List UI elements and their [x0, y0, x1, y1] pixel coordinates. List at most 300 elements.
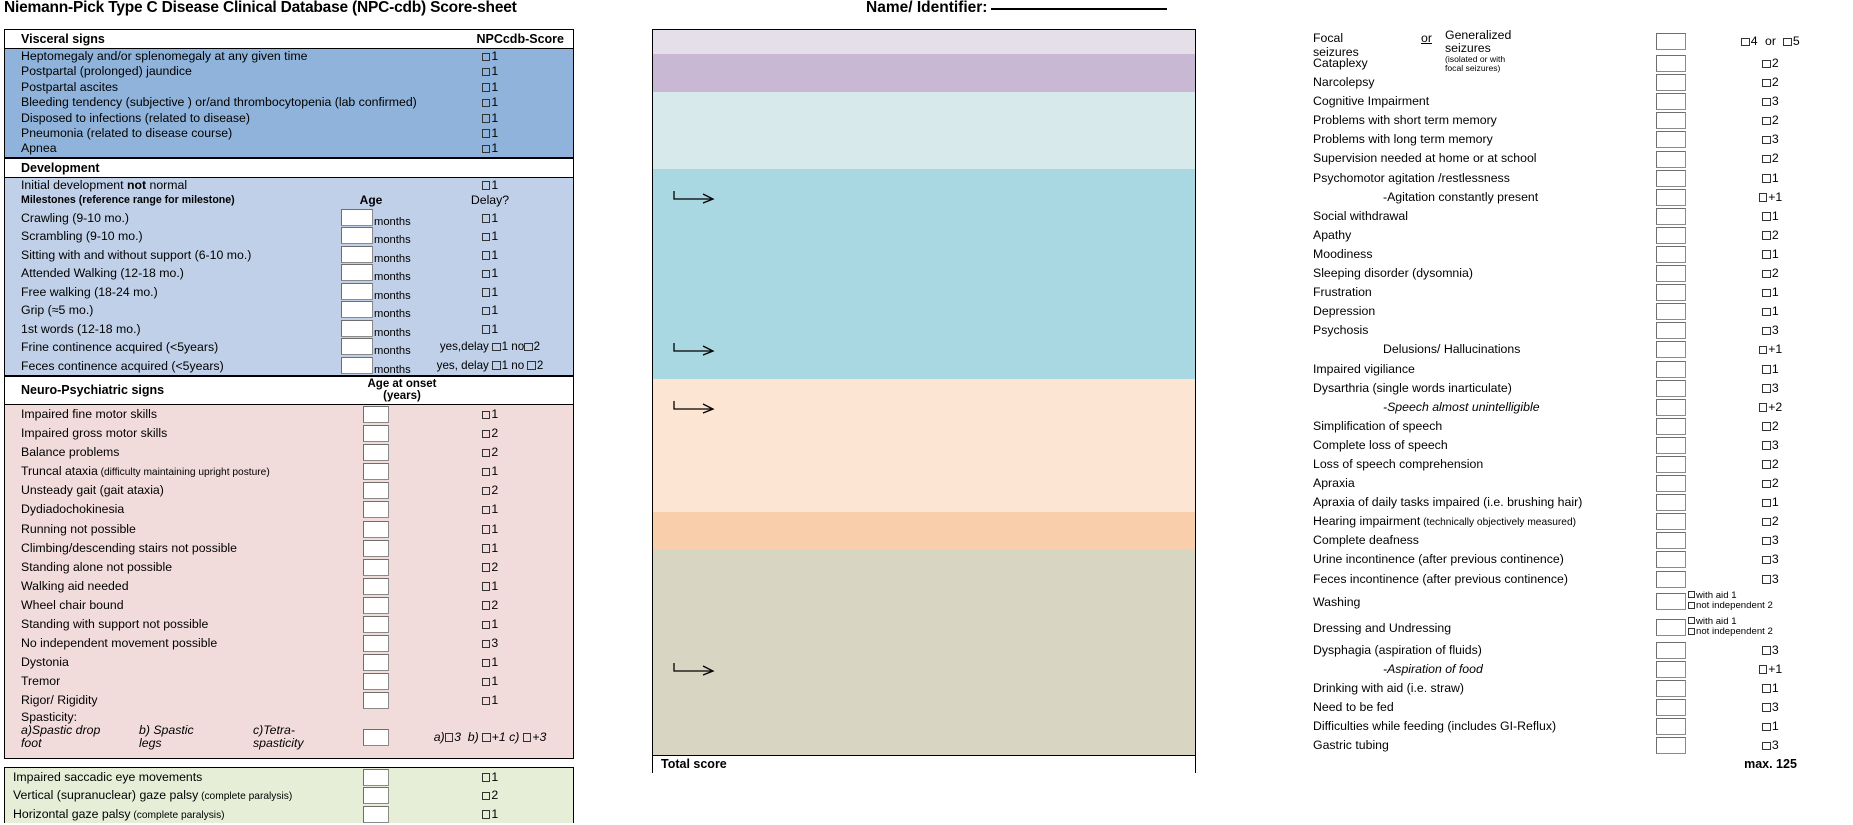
checkbox-icon[interactable] — [1759, 665, 1768, 674]
row-score: with aid 1 not independent 2 — [1688, 591, 1853, 612]
onset-age-input[interactable] — [363, 806, 389, 823]
visceral-header-label: Visceral signs — [21, 32, 105, 46]
row-label: Narcolepsy — [1313, 75, 1375, 90]
checkbox-icon[interactable] — [482, 53, 491, 62]
onset-age-input[interactable] — [363, 482, 389, 499]
onset-age-input[interactable] — [363, 540, 389, 557]
milestones-label: Milestones (reference range for milestone) — [21, 194, 235, 207]
row-label: Cataplexy — [1313, 56, 1368, 70]
section-daily-living — [653, 550, 1783, 755]
table-row — [5, 786, 573, 805]
onset-age-input[interactable] — [1656, 399, 1686, 416]
eye-rows — [5, 768, 573, 824]
checkbox-icon[interactable] — [482, 214, 491, 223]
row-score: 1 — [1688, 207, 1853, 226]
onset-age-input[interactable] — [1656, 680, 1686, 697]
unit-label: months — [374, 252, 411, 265]
checkbox-icon[interactable] — [482, 307, 491, 316]
checkbox-icon[interactable] — [1762, 117, 1771, 126]
onset-age-input[interactable] — [1656, 380, 1686, 397]
onset-age-input[interactable] — [1656, 619, 1686, 636]
row-label: Psychomotor agitation /restlessness — [1313, 170, 1510, 185]
onset-age-input[interactable] — [1656, 494, 1686, 511]
checkbox-icon[interactable] — [1762, 646, 1771, 655]
table-row — [5, 768, 573, 787]
row-label: Walking aid needed — [21, 578, 129, 593]
checkbox-icon[interactable] — [1688, 628, 1695, 635]
onset-age-input[interactable] — [1656, 55, 1686, 72]
continence-age-input[interactable] — [341, 357, 373, 374]
row-score: +2 — [1688, 398, 1853, 417]
row-label: Balance problems — [21, 445, 120, 460]
row-label: Grip (≈5 mo.) — [21, 303, 94, 318]
milestone-age-input[interactable] — [341, 246, 373, 263]
row-score: 1 — [405, 80, 575, 95]
row-score: 2 — [1688, 264, 1853, 283]
checkbox-icon[interactable] — [482, 487, 491, 496]
checkbox-icon[interactable] — [482, 251, 491, 260]
checkbox-icon[interactable] — [1762, 684, 1771, 693]
checkbox-icon[interactable] — [1762, 518, 1771, 527]
row-label: Simplification of speech — [1313, 418, 1443, 433]
table-row — [653, 455, 1779, 474]
checkbox-icon[interactable] — [1762, 384, 1771, 393]
checkbox-icon[interactable] — [482, 430, 491, 439]
spasticity-title-row — [5, 711, 573, 724]
table-row — [5, 596, 573, 615]
checkbox-icon[interactable] — [482, 288, 491, 297]
unit-label: months — [374, 363, 411, 376]
table-row — [5, 462, 573, 481]
onset-age-input[interactable] — [1656, 303, 1686, 320]
checkbox-icon[interactable] — [1762, 136, 1771, 145]
row-label: Truncal ataxia (difficulty maintaining upright posture) — [21, 464, 270, 479]
row-score: 2 — [1688, 417, 1853, 436]
row-label: Vertical (supranuclear) gaze palsy (complete paralysis) — [13, 788, 293, 803]
onset-age-input[interactable] — [1656, 593, 1686, 610]
onset-age-input[interactable] — [363, 616, 389, 633]
onset-age-input[interactable] — [1656, 551, 1686, 568]
onset-age-input[interactable] — [1656, 661, 1686, 678]
onset-age-input[interactable] — [1656, 341, 1686, 358]
table-row — [5, 264, 573, 283]
row-label: Drinking with aid (i.e. straw) — [1313, 680, 1465, 695]
row-label: Apraxia of daily tasks impaired (i.e. brushing hair) — [1313, 495, 1583, 510]
checkbox-icon[interactable] — [482, 659, 491, 668]
row-label: Dydiadochokinesia — [21, 502, 125, 517]
checkbox-icon[interactable] — [1783, 38, 1792, 47]
row-label: Apraxia — [1313, 476, 1355, 491]
row-score: 3 — [1688, 379, 1853, 398]
table-row — [5, 558, 573, 577]
row-label: Supervision needed at home or at school — [1313, 151, 1537, 166]
row-score: yes, delay 1 no 2 — [436, 358, 544, 372]
checkbox-icon[interactable] — [482, 621, 491, 630]
onset-age-input[interactable] — [1656, 718, 1686, 735]
row-score: 3 — [405, 634, 575, 653]
checkbox-icon[interactable] — [482, 810, 491, 819]
checkbox-icon[interactable] — [482, 773, 491, 782]
section-speech — [653, 379, 1783, 513]
row-label: Bleeding tendency (subjective ) or/and thrombocytopenia (lab confirmed) — [21, 95, 417, 110]
row-label: Wheel chair bound — [21, 597, 124, 612]
table-row — [653, 550, 1779, 569]
delay-header: Delay? — [470, 193, 510, 208]
onset-age-input[interactable] — [1656, 513, 1686, 530]
onset-age-input[interactable] — [363, 578, 389, 595]
onset-age-input[interactable] — [1656, 737, 1686, 754]
row-score: 2 — [1688, 149, 1853, 168]
row-label: Dystonia — [21, 655, 69, 670]
checkbox-icon[interactable] — [1762, 460, 1771, 469]
checkbox-icon[interactable] — [1762, 480, 1771, 489]
row-label: Cognitive Impairment — [1313, 94, 1430, 109]
checkbox-icon[interactable] — [1759, 193, 1768, 202]
onset-age-input[interactable] — [363, 406, 389, 423]
table-row — [653, 92, 1779, 111]
development-header-label: Development — [21, 160, 100, 175]
row-score: 2 — [1688, 474, 1853, 493]
checkbox-icon[interactable] — [482, 678, 491, 687]
checkbox-icon[interactable] — [482, 544, 491, 553]
row-label: Complete loss of speech — [1313, 437, 1448, 452]
table-row — [653, 417, 1779, 436]
age-header: Age — [359, 193, 383, 208]
table-row — [5, 283, 573, 302]
checkbox-icon[interactable] — [482, 83, 491, 92]
row-score: 1 — [405, 615, 575, 634]
checkbox-icon[interactable] — [1762, 289, 1771, 298]
onset-age-input[interactable] — [1656, 112, 1686, 129]
row-label: Dysarthria (single words inarticulate) — [1313, 380, 1512, 395]
row-label: Delusions/ Hallucinations — [1383, 342, 1521, 357]
spasticity-option-a: a)Spastic drop foot — [21, 722, 101, 751]
checkbox-icon[interactable] — [1759, 403, 1768, 412]
table-row — [653, 531, 1779, 550]
table-row — [653, 360, 1779, 379]
checkbox-icon[interactable] — [482, 582, 491, 591]
table-row — [653, 474, 1779, 493]
age-at-onset-header: Age at onset (years) — [367, 378, 437, 403]
table-row — [5, 80, 573, 95]
row-score: 1 — [1688, 283, 1853, 302]
checkbox-icon[interactable] — [482, 792, 491, 801]
row-label: Loss of speech comprehension — [1313, 456, 1484, 471]
checkbox-icon[interactable] — [1741, 38, 1750, 47]
table-row — [5, 178, 573, 193]
onset-age-input[interactable] — [1656, 189, 1686, 206]
checkbox-icon[interactable] — [482, 601, 491, 610]
onset-age-input[interactable] — [363, 597, 389, 614]
row-score: 3 — [1688, 531, 1853, 550]
onset-age-input[interactable] — [363, 559, 389, 576]
table-row — [5, 357, 573, 376]
row-label: Dysphagia (aspiration of fluids) — [1313, 642, 1482, 657]
checkbox-icon[interactable] — [482, 563, 491, 572]
checkbox-icon[interactable] — [1762, 98, 1771, 107]
unit-label: months — [374, 289, 411, 302]
table-row — [653, 379, 1779, 398]
onset-age-input[interactable] — [1656, 532, 1686, 549]
row-label: Sleeping disorder (dysomnia) — [1313, 266, 1473, 281]
onset-age-input[interactable] — [363, 692, 389, 709]
row-label: Moodiness — [1313, 246, 1373, 261]
row-score: 3 — [1688, 92, 1853, 111]
spasticity-age-input[interactable] — [363, 729, 389, 746]
checkbox-icon[interactable] — [1762, 703, 1771, 712]
checkbox-icon[interactable] — [482, 506, 491, 515]
table-row — [653, 302, 1779, 321]
checkbox-icon[interactable] — [482, 449, 491, 458]
unit-label: months — [374, 308, 411, 321]
table-row — [5, 95, 573, 110]
milestone-age-input[interactable] — [341, 283, 373, 300]
section-visceral-signs — [4, 29, 574, 158]
checkbox-icon[interactable] — [1688, 602, 1695, 609]
row-score: 2 — [405, 443, 575, 462]
row-score: 1 — [405, 227, 575, 246]
neuro-header-label: Neuro-Psychiatric signs — [21, 383, 165, 398]
row-score: 1 — [405, 126, 575, 141]
total-score-row — [653, 755, 1797, 773]
section-divider — [4, 759, 574, 767]
onset-age-input[interactable] — [1656, 151, 1686, 168]
onset-age-input[interactable] — [1656, 284, 1686, 301]
checkbox-icon[interactable] — [1762, 231, 1771, 240]
onset-age-input[interactable] — [1656, 93, 1686, 110]
milestone-age-input[interactable] — [341, 264, 373, 281]
row-label: Postpartal ascites — [21, 79, 119, 94]
table-row — [653, 130, 1779, 149]
name-identifier-input[interactable] — [991, 8, 1167, 10]
onset-age-input[interactable] — [363, 444, 389, 461]
checkbox-icon[interactable] — [1762, 723, 1771, 732]
checkbox-icon[interactable] — [482, 468, 491, 477]
right-table — [652, 28, 1800, 773]
checkbox-icon[interactable] — [1762, 365, 1771, 374]
checkbox-icon[interactable] — [1688, 591, 1695, 598]
row-label: Urine incontinence (after previous continence) — [1313, 552, 1564, 567]
row-score: 1 — [405, 95, 575, 110]
table-row — [5, 338, 573, 357]
row-score: 1 — [405, 805, 575, 824]
checkbox-icon[interactable] — [482, 411, 491, 420]
checkbox-icon[interactable] — [482, 325, 491, 334]
row-label: Unsteady gait (gait ataxia) — [21, 483, 164, 498]
checkbox-icon[interactable] — [1762, 441, 1771, 450]
onset-age-input[interactable] — [1656, 131, 1686, 148]
checkbox-icon[interactable] — [1759, 346, 1768, 355]
unit-label: months — [374, 326, 411, 339]
onset-age-input[interactable] — [363, 787, 389, 804]
row-label: Heptomegaly and/or splenomegaly at any given time — [21, 49, 308, 63]
row-label: Standing alone not possible — [21, 559, 173, 574]
checkbox-icon[interactable] — [1762, 270, 1771, 279]
checkbox-icon[interactable] — [1762, 308, 1771, 317]
table-row — [5, 539, 573, 558]
unit-label: months — [374, 345, 411, 358]
onset-age-input[interactable] — [1656, 265, 1686, 282]
table-row — [653, 54, 1779, 73]
onset-age-input[interactable] — [1656, 74, 1686, 91]
table-row — [653, 283, 1779, 302]
page-title: Niemann-Pick Type C Disease Clinical Database (NPC-cdb) Score-sheet — [4, 0, 517, 16]
onset-age-input[interactable] — [1656, 322, 1686, 339]
checkbox-icon[interactable] — [482, 145, 491, 154]
checkbox-icon[interactable] — [1762, 575, 1771, 584]
row-score: 1 — [405, 539, 575, 558]
checkbox-icon[interactable] — [492, 343, 501, 352]
onset-age-input[interactable] — [363, 673, 389, 690]
onset-age-input[interactable] — [1656, 456, 1686, 473]
checkbox-icon[interactable] — [1762, 212, 1771, 221]
onset-age-input[interactable] — [363, 769, 389, 786]
row-score: 1 — [405, 462, 575, 481]
row-score: 1 — [405, 49, 575, 64]
row-label: Feces incontinence (after previous continence) — [1313, 571, 1568, 586]
milestone-age-input[interactable] — [341, 227, 373, 244]
row-label: Standing with support not possible — [21, 617, 209, 632]
row-score: 2 — [405, 424, 575, 443]
checkbox-icon[interactable] — [1762, 327, 1771, 336]
checkbox-icon[interactable] — [1762, 422, 1771, 431]
checkbox-icon[interactable] — [482, 233, 491, 242]
checkbox-icon[interactable] — [1762, 174, 1771, 183]
section-cognitive — [653, 92, 1779, 168]
row-score: +1 — [1688, 660, 1853, 679]
onset-age-input[interactable] — [363, 635, 389, 652]
checkbox-icon[interactable] — [1762, 742, 1771, 751]
milestone-age-input[interactable] — [341, 209, 373, 226]
checkbox-icon[interactable] — [1762, 537, 1771, 546]
row-label: Problems with short term memory — [1313, 113, 1497, 128]
checkbox-icon[interactable] — [1762, 499, 1771, 508]
table-row — [5, 481, 573, 500]
milestone-age-input[interactable] — [341, 320, 373, 337]
name-identifier-label: Name/ Identifier: — [866, 0, 988, 16]
section-cataplexy — [653, 54, 1779, 92]
onset-age-input[interactable] — [1656, 170, 1686, 187]
onset-age-input[interactable] — [1656, 475, 1686, 492]
row-label: Disposed to infections (related to disease) — [21, 110, 250, 125]
row-score: 2 — [1688, 73, 1853, 92]
table-row — [5, 405, 573, 424]
row-label: Pneumonia (related to disease course) — [21, 125, 233, 140]
row-label: Psychosis — [1313, 323, 1369, 338]
onset-age-input[interactable] — [1656, 571, 1686, 588]
checkbox-icon[interactable] — [482, 181, 491, 190]
checkbox-icon[interactable] — [1762, 250, 1771, 259]
table-row — [653, 226, 1779, 245]
onset-age-input[interactable] — [363, 501, 389, 518]
continence-age-input[interactable] — [341, 338, 373, 355]
onset-age-input[interactable] — [363, 654, 389, 671]
row-score: 1 — [405, 405, 575, 424]
row-label: Horizontal gaze palsy (complete paralysis) — [13, 806, 225, 821]
row-score: 3 — [1688, 736, 1853, 755]
table-row — [5, 805, 573, 824]
milestone-age-input[interactable] — [341, 301, 373, 318]
table-row — [653, 493, 1779, 512]
onset-age-input[interactable] — [1656, 361, 1686, 378]
checkbox-icon[interactable] — [1762, 79, 1771, 88]
onset-age-input[interactable] — [1656, 418, 1686, 435]
checkbox-icon[interactable] — [1762, 60, 1771, 69]
row-score: 1 — [405, 111, 575, 126]
sub-item-arrow-icon — [673, 400, 717, 412]
checkbox-icon[interactable] — [482, 733, 491, 742]
row-label: -Agitation constantly present — [1383, 189, 1539, 204]
checkbox-icon[interactable] — [445, 733, 454, 742]
table-row — [653, 679, 1779, 698]
onset-age-input[interactable] — [363, 463, 389, 480]
checkbox-icon[interactable] — [1762, 155, 1771, 164]
row-score: 2 — [1688, 54, 1853, 73]
onset-age-input[interactable] — [1656, 437, 1686, 454]
checkbox-icon[interactable] — [482, 525, 491, 534]
checkbox-icon[interactable] — [523, 733, 532, 742]
name-identifier-field — [866, 0, 1167, 17]
spasticity-option-c: c)Tetra- spasticity — [253, 722, 304, 751]
onset-age-input[interactable] — [1656, 699, 1686, 716]
table-row — [5, 111, 573, 126]
checkbox-icon[interactable] — [482, 68, 491, 77]
checkbox-icon[interactable] — [527, 361, 536, 370]
checkbox-icon[interactable] — [482, 114, 491, 123]
section-psychiatric — [653, 169, 1783, 379]
table-row — [5, 49, 573, 64]
row-label: Impaired vigiliance — [1313, 361, 1415, 376]
table-row — [653, 660, 1783, 679]
checkbox-icon[interactable] — [524, 343, 533, 352]
row-label: Hearing impairment (technically objectively measured) — [1313, 514, 1577, 529]
checkbox-icon[interactable] — [482, 99, 491, 108]
checkbox-icon[interactable] — [482, 640, 491, 649]
table-row — [5, 209, 573, 228]
row-score: 1 — [1688, 169, 1853, 188]
table-row — [5, 500, 573, 519]
row-label: Depression — [1313, 304, 1376, 319]
row-label: Running not possible — [21, 521, 136, 536]
row-label: Sitting with and without support (6-10 mo.) — [21, 247, 252, 262]
checkbox-icon[interactable] — [1688, 617, 1695, 624]
row-score: 1 — [405, 301, 575, 320]
checkbox-icon[interactable] — [482, 270, 491, 279]
table-row — [653, 589, 1773, 615]
onset-age-input[interactable] — [1656, 642, 1686, 659]
row-score: 1 — [405, 283, 575, 302]
checkbox-icon[interactable] — [482, 129, 491, 138]
onset-age-input[interactable] — [1656, 227, 1686, 244]
seizure-or-label: or — [1421, 31, 1432, 45]
sub-item-arrow-icon — [673, 190, 717, 202]
table-row — [653, 321, 1779, 340]
row-score: 1 — [1688, 717, 1853, 736]
table-row — [653, 641, 1779, 660]
checkbox-icon[interactable] — [482, 697, 491, 706]
onset-age-input[interactable] — [1656, 246, 1686, 263]
seizure-age-input[interactable] — [1656, 33, 1686, 50]
checkbox-icon[interactable] — [492, 361, 501, 370]
row-score: +1 — [1688, 188, 1853, 207]
checkbox-icon[interactable] — [1762, 556, 1771, 565]
section-hearing — [653, 512, 1779, 550]
onset-age-input[interactable] — [363, 425, 389, 442]
onset-age-input[interactable] — [1656, 208, 1686, 225]
table-row — [653, 570, 1779, 589]
row-score: 2 — [405, 558, 575, 577]
onset-age-input[interactable] — [363, 521, 389, 538]
